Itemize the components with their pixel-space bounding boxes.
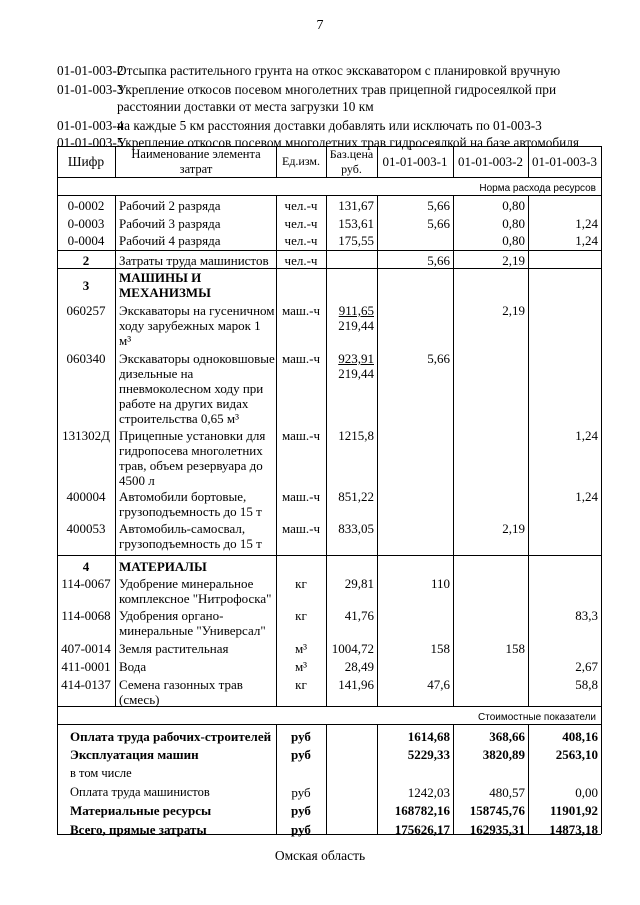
- col-divider: [115, 195, 116, 706]
- row-unit: м³: [294, 659, 308, 674]
- section-title: МАТЕРИАЛЫ: [119, 559, 207, 574]
- row-name: Удобрения органо-минеральные "Универсал": [119, 608, 266, 638]
- intro-code: 01-01-003-5: [57, 135, 124, 150]
- row-unit: кг: [295, 608, 307, 623]
- row-unit: кг: [295, 576, 307, 591]
- section-number: 2: [82, 253, 90, 268]
- row-price: 175,55: [338, 233, 374, 248]
- row-name: Прицепные установки для гидропосева многолетних трав, объем резервуара до 4500 л: [119, 428, 266, 488]
- row-name: Затраты труда машинистов: [119, 253, 269, 268]
- row-unit: маш.-ч: [281, 521, 321, 536]
- intro-text: Укрепление откосов посевом многолетних трав прицепной гидросеялкой при расстоянии доставки от места загрузки 10 км: [117, 82, 557, 114]
- row-code: 407-0014: [61, 641, 111, 656]
- intro-code: 01-01-003-4: [57, 118, 124, 133]
- cost-row-unit: руб: [291, 803, 311, 818]
- cost-value-col2: 158745,76: [469, 803, 525, 818]
- row-price: 851,22: [338, 489, 374, 504]
- row-price: 28,49: [344, 659, 374, 674]
- cost-row-name: Оплата труда машинистов: [70, 785, 210, 799]
- row-value-col3: 2,67: [575, 659, 598, 674]
- row-unit: м³: [294, 641, 308, 656]
- intro-text: Отсыпка растительного грунта на откос экскаватором с планировкой вручную: [117, 63, 561, 78]
- row-unit: маш.-ч: [281, 351, 321, 366]
- row-value-col1: 47,6: [427, 677, 450, 692]
- col-divider: [115, 146, 116, 177]
- row-code: 114-0067: [61, 576, 111, 591]
- row-value-col3: 1,24: [575, 233, 598, 248]
- row-name: Удобрение минеральное комплексное "Нитрофоска": [119, 576, 272, 606]
- row-code: 400053: [66, 521, 106, 536]
- row-unit: маш.-ч: [281, 489, 321, 504]
- header-code: Шифр: [67, 154, 105, 169]
- row-code: 400004: [66, 489, 106, 504]
- row-code: 060257: [66, 303, 106, 318]
- row-code: 0-0003: [67, 216, 105, 231]
- section-title: МАШИНЫ И МЕХАНИЗМЫ: [119, 270, 211, 300]
- col-divider: [326, 724, 327, 834]
- row-value-col3: 83,3: [575, 608, 598, 623]
- table-border-right: [601, 146, 602, 834]
- header-name: Наименование элемента затрат: [131, 147, 261, 176]
- row-name: Экскаваторы на гусеничном ходу зарубежных марок 1 м³: [119, 303, 275, 348]
- header-unit: Ед.изм.: [281, 154, 321, 168]
- cost-value-col2: 368,66: [489, 729, 525, 744]
- row-price: 911,65: [338, 303, 374, 318]
- intro-line: [57, 62, 617, 79]
- row-value-col1: 5,66: [427, 198, 450, 213]
- row-price: 141,96: [338, 677, 374, 692]
- col-divider: [276, 195, 277, 706]
- cost-value-col1: 1242,03: [407, 785, 450, 800]
- row-price-secondary: 219,44: [338, 318, 374, 333]
- row-value-col1: 5,66: [427, 253, 450, 268]
- intro-text: Укрепление откосов посевом многолетних трав гидросеялкой на базе автомобиля: [117, 135, 580, 150]
- cost-value-col3: 408,16: [562, 729, 598, 744]
- row-code: 114-0068: [61, 608, 111, 623]
- row-name: Экскаваторы одноковшовые дизельные на пневмоколесном ходу при работе на других видах строительства 0,65 м³: [119, 351, 275, 426]
- cost-value-col1: 5229,33: [407, 747, 450, 762]
- row-code: 0-0004: [67, 233, 105, 248]
- row-value-col1: 158: [430, 641, 450, 656]
- row-price: 131,67: [338, 198, 374, 213]
- row-name: Рабочий 3 разряда: [119, 216, 221, 231]
- row-price: 153,61: [338, 216, 374, 231]
- row-value-col3: 1,24: [575, 216, 598, 231]
- row-unit: кг: [295, 677, 307, 692]
- row-value-col1: 5,66: [427, 216, 450, 231]
- header-price: Баз.цена руб.: [329, 147, 374, 176]
- row-name: Рабочий 2 разряда: [119, 198, 221, 213]
- cost-value-col3: 14873,18: [549, 822, 598, 837]
- row-value-col1: 5,66: [427, 351, 450, 366]
- header-col3: 01-01-003-3: [532, 154, 597, 169]
- intro-code: 01-01-003-3: [57, 82, 124, 97]
- cost-row-name: Всего, прямые затраты: [70, 822, 207, 837]
- cost-value-col3: 11901,92: [549, 803, 598, 818]
- cost-value-col1: 1614,68: [407, 729, 450, 744]
- intro-text: на каждые 5 км расстояния доставки добавлять или исключать по 01-003-3: [117, 118, 542, 133]
- intro-line: [57, 117, 617, 134]
- row-unit: чел.-ч: [284, 198, 318, 213]
- row-code: 0-0002: [67, 198, 105, 213]
- col-divider: [326, 195, 327, 706]
- row-value-col3: 1,24: [575, 489, 598, 504]
- cost-row-unit: руб: [291, 822, 311, 837]
- row-value-col2: 0,80: [502, 233, 525, 248]
- row-code: 131302Д: [62, 428, 110, 443]
- row-price: 923,91: [338, 351, 374, 366]
- row-code: 060340: [66, 351, 106, 366]
- row-value-col2: 2,19: [502, 521, 525, 536]
- row-value-col3: 58,8: [575, 677, 598, 692]
- cost-row-name: в том числе: [70, 766, 132, 780]
- cost-row-unit: руб: [291, 785, 311, 800]
- row-code: 414-0137: [61, 677, 111, 692]
- row-value-col2: 0,80: [502, 198, 525, 213]
- row-price-secondary: 219,44: [338, 366, 374, 381]
- row-name: Автомобиль-самосвал, грузоподъемность до 15 т: [119, 521, 262, 551]
- row-name: Вода: [119, 659, 147, 674]
- cost-label: Стоимостные показатели: [478, 712, 596, 723]
- row-unit: маш.-ч: [281, 428, 321, 443]
- cost-value-col1: 175626,17: [394, 822, 450, 837]
- intro-line: [57, 81, 617, 115]
- page-number: 7: [316, 18, 324, 33]
- row-value-col1: 110: [430, 576, 450, 591]
- cost-value-col3: 0,00: [575, 785, 598, 800]
- row-value-col3: 1,24: [575, 428, 598, 443]
- cost-value-col2: 3820,89: [482, 747, 525, 762]
- row-price: 29,81: [344, 576, 374, 591]
- cost-value-col2: 162935,31: [469, 822, 525, 837]
- norm-label: Норма расхода ресурсов: [479, 183, 596, 194]
- row-price: 41,76: [344, 608, 374, 623]
- row-name: Автомобили бортовые, грузоподъемность до 15 т: [119, 489, 262, 519]
- header-col2: 01-01-003-2: [458, 154, 523, 169]
- cost-row-name: Эксплуатация машин: [70, 747, 199, 762]
- row-name: Рабочий 4 разряда: [119, 233, 221, 248]
- section-number: 3: [82, 278, 90, 293]
- col-divider: [377, 195, 378, 706]
- row-value-col2: 158: [505, 641, 525, 656]
- cost-row-name: Оплата труда рабочих-строителей: [70, 729, 272, 744]
- header-col1: 01-01-003-1: [382, 154, 448, 169]
- cost-row-unit: руб: [291, 747, 311, 762]
- cost-value-col1: 168782,16: [394, 803, 450, 818]
- row-unit: маш.-ч: [281, 303, 321, 318]
- row-unit: чел.-ч: [284, 253, 318, 268]
- cost-row-name: Материальные ресурсы: [70, 803, 212, 818]
- row-divider: [57, 250, 601, 251]
- row-value-col2: 2,19: [502, 303, 525, 318]
- row-value-col2: 0,80: [502, 216, 525, 231]
- row-price: 1004,72: [331, 641, 374, 656]
- row-unit: чел.-ч: [284, 233, 318, 248]
- cost-row-unit: руб: [291, 729, 311, 744]
- row-divider: [57, 268, 601, 269]
- row-name: Земля растительная: [119, 641, 229, 656]
- col-divider: [528, 195, 529, 706]
- row-divider: [57, 555, 601, 556]
- intro-code: 01-01-003-2: [57, 63, 124, 78]
- row-value-col2: 2,19: [502, 253, 525, 268]
- row-price: 1215,8: [338, 428, 374, 443]
- cost-value-col3: 2563,10: [555, 747, 598, 762]
- row-divider: [57, 177, 601, 178]
- row-code: 411-0001: [61, 659, 111, 674]
- col-divider: [453, 195, 454, 706]
- row-name: Семена газонных трав (смесь): [119, 677, 243, 707]
- section-number: 4: [82, 559, 90, 574]
- cost-value-col2: 480,57: [489, 785, 525, 800]
- footer-region: Омская область: [274, 848, 366, 863]
- row-unit: чел.-ч: [284, 216, 318, 231]
- row-price: 833,05: [338, 521, 374, 536]
